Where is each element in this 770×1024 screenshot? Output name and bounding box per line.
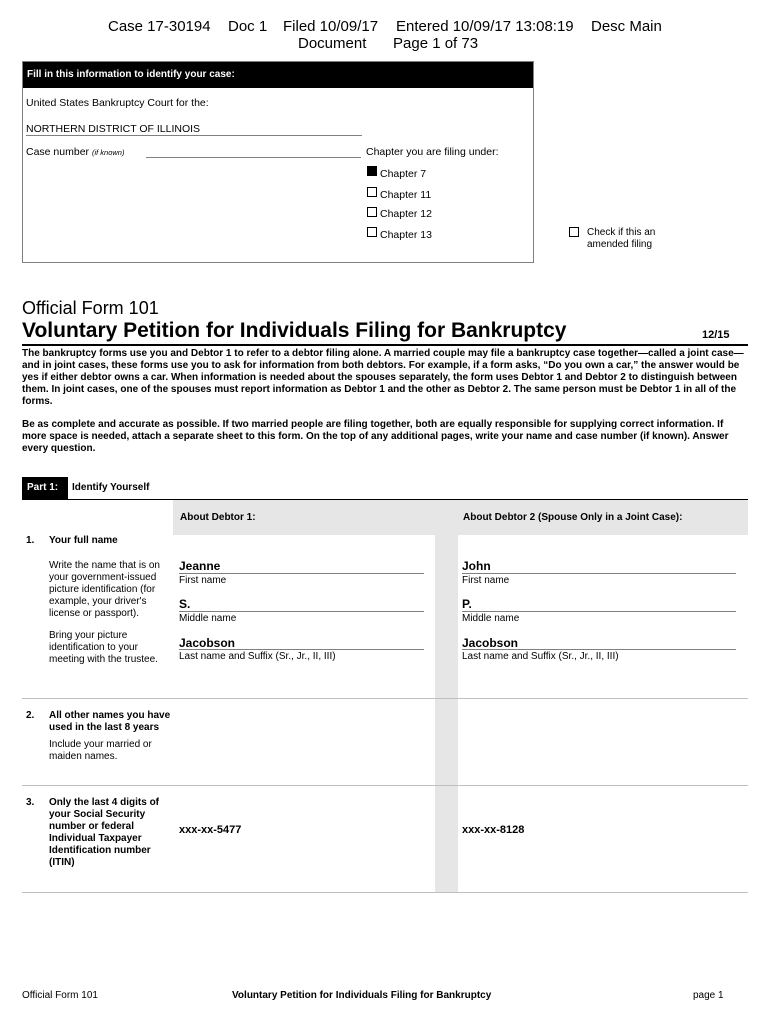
- footer-page-number: page 1: [693, 990, 724, 1001]
- debtor2-first-name-line: [462, 573, 736, 574]
- debtor2-middle-name-line: [462, 611, 736, 612]
- q1-help-id: Write the name that is on your government-issued picture identification (for example, your driver's license or passport).: [49, 560, 160, 619]
- debtor2-column-title: About Debtor 2 (Spouse Only in a Joint Case):: [463, 512, 683, 523]
- debtor1-column-title: About Debtor 1:: [180, 512, 256, 523]
- identify-case-box: [22, 61, 534, 263]
- form-title: Voluntary Petition for Individuals Filing for Bankruptcy: [22, 319, 567, 342]
- chapter-12-label: Chapter 12: [380, 208, 432, 220]
- page-count: Page 1 of 73: [393, 35, 479, 52]
- debtor1-first-name-label: First name: [179, 575, 227, 586]
- q1-divider: [22, 698, 748, 699]
- district-name: NORTHERN DISTRICT OF ILLINOIS: [26, 123, 201, 135]
- chapter-7-checkbox[interactable]: [367, 166, 377, 176]
- debtor2-middle-name-label: Middle name: [462, 613, 520, 624]
- q3-title: Only the last 4 digits of your Social Security number or federal Individual Taxpayer Identification number (ITIN): [49, 797, 160, 868]
- q2-help: Include your married or maiden names.: [49, 739, 152, 762]
- official-form-label: Official Form 101: [22, 298, 159, 318]
- district-underline: [26, 135, 362, 136]
- chapter-label: Chapter you are filing under:: [366, 146, 499, 158]
- case-number-field[interactable]: [146, 157, 361, 158]
- q3-number: 3.: [26, 797, 35, 808]
- q1-number: 1.: [26, 535, 35, 546]
- desc-main: Desc Main: [591, 18, 662, 35]
- debtor2-last-name-label: Last name and Suffix (Sr., Jr., II, III): [462, 651, 619, 662]
- identify-case-title: Fill in this information to identify your case:: [23, 62, 533, 88]
- debtor2-middle-name[interactable]: P.: [462, 597, 472, 611]
- case-number-header: Case 17-30194: [108, 18, 211, 35]
- q2-number: 2.: [26, 710, 35, 721]
- chapter-13-label: Chapter 13: [380, 229, 432, 241]
- chapter-12-checkbox[interactable]: [367, 207, 377, 217]
- q1-title: Your full name: [49, 535, 118, 546]
- debtor1-middle-name-line: [179, 611, 424, 612]
- q2-title: All other names you have used in the last 8 years: [49, 710, 171, 733]
- court-label: United States Bankruptcy Court for the:: [26, 97, 209, 109]
- filed-date: Filed 10/09/17: [283, 18, 379, 35]
- chapter-11-checkbox[interactable]: [367, 187, 377, 197]
- footer-title: Voluntary Petition for Individuals Filing for Bankruptcy: [232, 990, 492, 1001]
- debtor1-last-name-line: [179, 649, 424, 650]
- form-version: 12/15: [702, 329, 730, 341]
- column-gutter: [435, 500, 458, 893]
- amended-filing-checkbox[interactable]: [569, 227, 579, 237]
- intro-paragraph-2: Be as complete and accurate as possible. If two married people are filing together, both are equally responsible for supplying correct information. If more space is needed, attach a separate sheet to this form. On the top of any additional pages, write your name and case number (if known). Answer every question.: [22, 419, 729, 454]
- footer-form-label: Official Form 101: [22, 990, 98, 1001]
- debtor1-last-name[interactable]: Jacobson: [179, 636, 236, 650]
- part1-tag: Part 1:: [22, 477, 68, 499]
- doc-number: Doc 1: [228, 18, 268, 35]
- part1-title: Identify Yourself: [72, 482, 150, 493]
- debtor1-middle-name-label: Middle name: [179, 613, 237, 624]
- title-rule: [22, 344, 748, 346]
- debtor2-last-name-line: [462, 649, 736, 650]
- debtor1-first-name-line: [179, 573, 424, 574]
- debtor2-first-name-label: First name: [462, 575, 510, 586]
- debtor1-middle-name[interactable]: S.: [179, 597, 191, 611]
- q1-help-trustee: Bring your picture identification to your meeting with the trustee.: [49, 630, 158, 665]
- debtor1-first-name[interactable]: Jeanne: [179, 559, 221, 573]
- amended-filing-line2: amended filing: [587, 239, 653, 250]
- debtor1-ssn[interactable]: xxx-xx-5477: [179, 824, 242, 836]
- document-label: Document: [298, 35, 367, 52]
- debtor2-ssn[interactable]: xxx-xx-8128: [462, 824, 525, 836]
- chapter-7-label: Chapter 7: [380, 168, 427, 180]
- case-number-label: Case number (if known): [26, 146, 125, 158]
- entered-date: Entered 10/09/17 13:08:19: [396, 18, 574, 35]
- chapter-11-label: Chapter 11: [380, 189, 432, 201]
- intro-paragraph-1: The bankruptcy forms use you and Debtor 1 to refer to a debtor filing alone. A married couple may file a bankruptcy case together—called a joint case—and in joint cases, these forms use you to ask for information from both debtors. For example, if a form asks, “Do you own a car,” the answer would be yes if either debtor owns a car. When information is needed about the spouses separately, the form uses Debtor 1 and Debtor 2 to distinguish between them. In joint cases, one of the spouses must report information as Debtor 1 and the other as Debtor 2. The same person must be Debtor 1 in all of the forms.: [22, 348, 744, 407]
- q3-divider: [22, 892, 748, 893]
- debtor2-first-name[interactable]: John: [462, 559, 491, 573]
- amended-filing-line1: Check if this an: [587, 227, 656, 238]
- chapter-13-checkbox[interactable]: [367, 227, 377, 237]
- q2-divider: [22, 785, 748, 786]
- debtor1-last-name-label: Last name and Suffix (Sr., Jr., II, III): [179, 651, 336, 662]
- debtor2-last-name[interactable]: Jacobson: [462, 636, 519, 650]
